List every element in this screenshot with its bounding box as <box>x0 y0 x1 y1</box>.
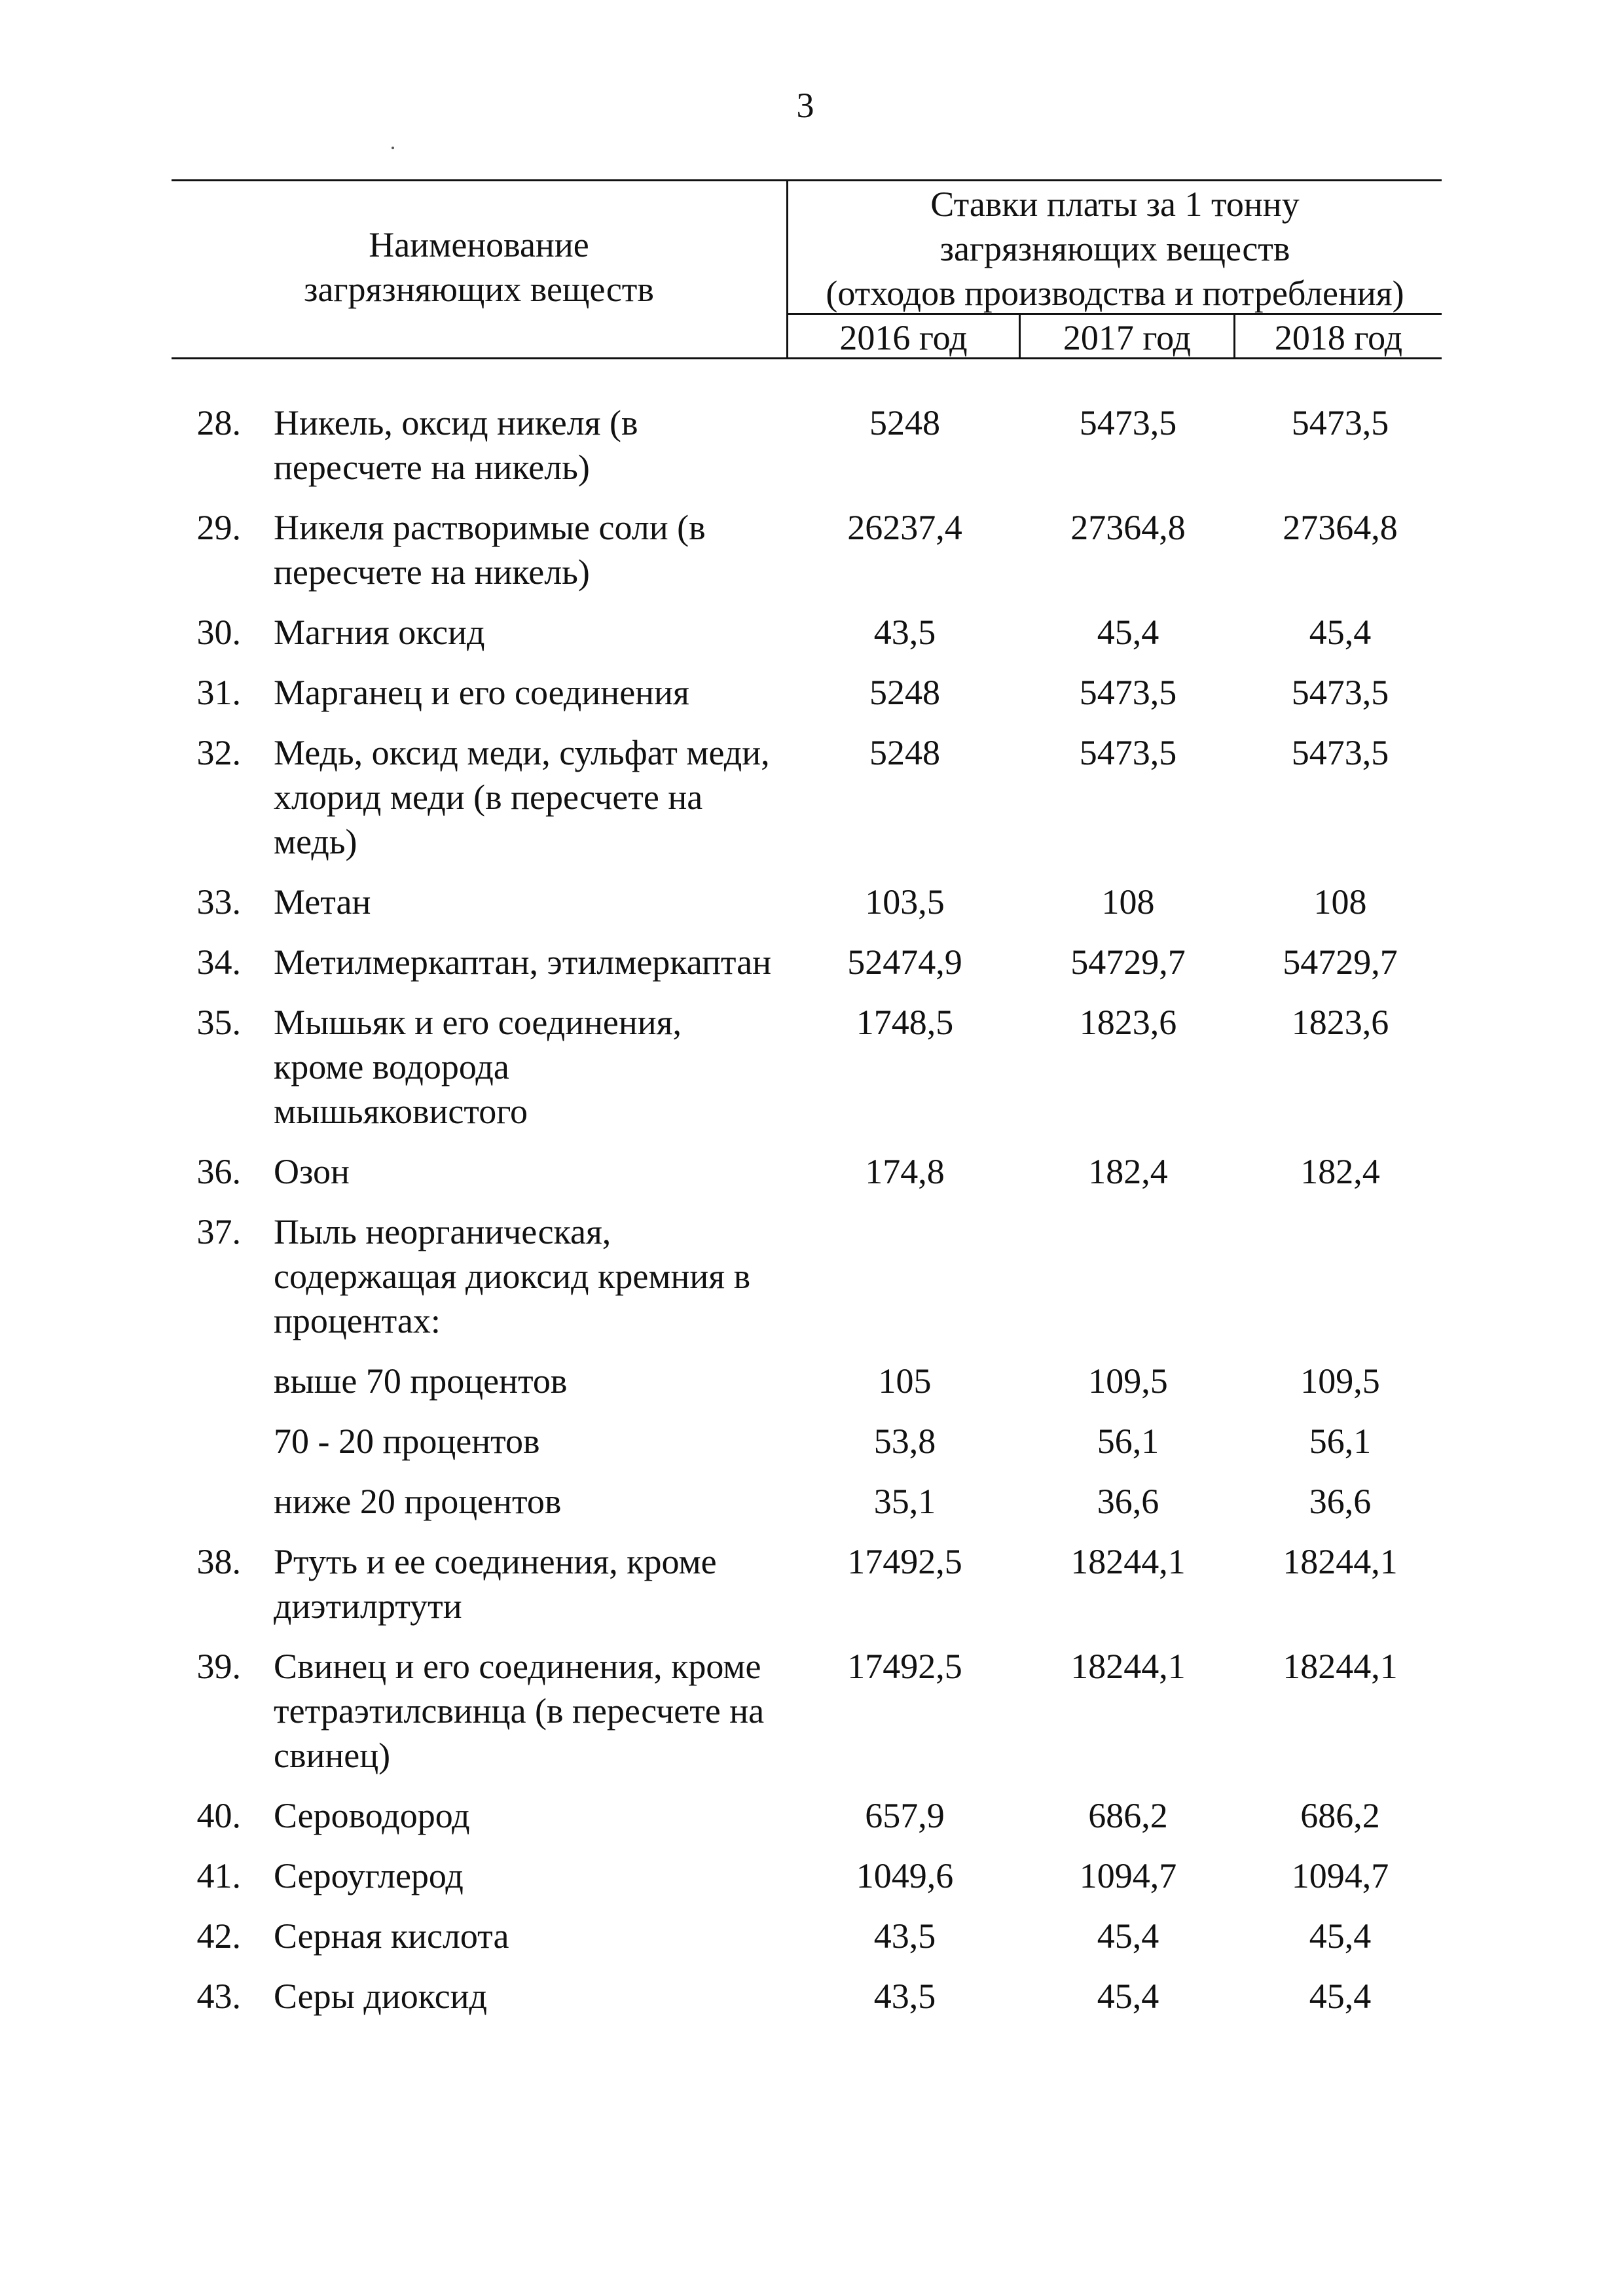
rate-2018: 182,4 <box>1300 1152 1380 1191</box>
rate-2016: 35,1 <box>873 1482 936 1521</box>
rate-2016: 52474,9 <box>847 942 962 982</box>
rate-2018: 45,4 <box>1309 613 1372 652</box>
rate-2017: 18244,1 <box>1070 1647 1186 1686</box>
table-row <box>0 1210 1623 1343</box>
rate-2016: 26237,4 <box>847 508 962 547</box>
rate-2016: 105 <box>878 1361 932 1401</box>
scan-dot <box>392 147 394 149</box>
table-row <box>0 401 1623 490</box>
pollutant-name: Метилмеркаптан, этилмеркаптан <box>274 942 772 982</box>
row-number: 37. <box>196 1212 241 1251</box>
pollutant-name: Марганец и его соединения <box>274 673 689 712</box>
pollutant-name: Ртуть и ее соединения, кроме диэтилртути <box>274 1542 717 1626</box>
pollutant-name: Медь, оксид меди, сульфат меди, хлорид меди (в пересчете на медь) <box>274 733 770 861</box>
rate-2017: 54729,7 <box>1070 942 1186 982</box>
row-number: 39. <box>196 1647 241 1686</box>
rate-2018: 27364,8 <box>1283 508 1398 547</box>
table-row <box>0 1914 1623 1958</box>
rate-2016: 5248 <box>869 403 940 442</box>
rate-2017: 5473,5 <box>1079 403 1177 442</box>
pollutant-name: выше 70 процентов <box>274 1361 568 1401</box>
table-row <box>0 1149 1623 1194</box>
rate-2017: 45,4 <box>1097 1977 1159 2016</box>
rate-2018: 1094,7 <box>1291 1856 1389 1895</box>
pollutant-name: Никеля растворимые соли (в пересчете на никель) <box>274 508 706 592</box>
table-row <box>0 730 1623 864</box>
rate-2016: 53,8 <box>873 1422 936 1461</box>
rate-2016: 103,5 <box>865 882 945 922</box>
rate-2017: 1823,6 <box>1079 1003 1177 1042</box>
rate-2017: 45,4 <box>1097 613 1159 652</box>
name-header-line-2: загрязняющих веществ <box>304 270 654 309</box>
rate-2016: 1049,6 <box>856 1856 954 1895</box>
table-row <box>0 940 1623 984</box>
pollutant-name: Магния оксид <box>274 613 485 652</box>
rate-2017: 56,1 <box>1097 1422 1159 1461</box>
table-row <box>0 1419 1623 1463</box>
rate-2016: 43,5 <box>873 613 936 652</box>
rate-2017: 45,4 <box>1097 1916 1159 1956</box>
pollutant-name: Мышьяк и его соединения, кроме водорода мышьяковистого <box>274 1003 682 1131</box>
rate-2016: 5248 <box>869 673 940 712</box>
rates-column-header <box>788 182 1442 315</box>
page-number: 3 <box>796 86 814 125</box>
pollutant-name: Свинец и его соединения, кроме тетраэтилсвинца (в пересчете на свинец) <box>274 1647 765 1775</box>
rate-2018: 5473,5 <box>1291 403 1389 442</box>
table-row <box>0 505 1623 594</box>
rate-2018: 108 <box>1313 882 1367 922</box>
year-header-2018: 2018 год <box>1274 318 1403 357</box>
year-header-2016: 2016 год <box>839 318 968 357</box>
row-number: 29. <box>196 508 241 547</box>
row-number: 36. <box>196 1152 241 1191</box>
rate-2017: 36,6 <box>1097 1482 1159 1521</box>
table-row <box>0 1479 1623 1524</box>
pollutant-name: Сероуглерод <box>274 1856 464 1895</box>
rate-2016: 5248 <box>869 733 940 772</box>
rate-2016: 43,5 <box>873 1916 936 1956</box>
rate-2017: 108 <box>1101 882 1155 922</box>
rate-2017: 27364,8 <box>1070 508 1186 547</box>
rate-2018: 5473,5 <box>1291 733 1389 772</box>
name-header-line-1: Наименование <box>369 225 589 264</box>
table-row <box>0 1000 1623 1134</box>
year-header-2017: 2017 год <box>1063 318 1192 357</box>
rate-2018: 109,5 <box>1300 1361 1380 1401</box>
rate-2017: 109,5 <box>1088 1361 1168 1401</box>
pollutant-name: Серы диоксид <box>274 1977 488 2016</box>
rates-header-line-2: загрязняющих веществ <box>939 229 1290 268</box>
row-number: 35. <box>196 1003 241 1042</box>
row-number: 34. <box>196 942 241 982</box>
rate-2018: 686,2 <box>1300 1796 1380 1835</box>
rate-2016: 17492,5 <box>847 1542 962 1581</box>
row-number: 41. <box>196 1856 241 1895</box>
rate-2018: 1823,6 <box>1291 1003 1389 1042</box>
rate-2016: 1748,5 <box>856 1003 954 1042</box>
rate-2018: 45,4 <box>1309 1977 1372 2016</box>
rate-2018: 36,6 <box>1309 1482 1372 1521</box>
row-number: 43. <box>196 1977 241 2016</box>
rate-2016: 43,5 <box>873 1977 936 2016</box>
rates-header-line-1: Ставки платы за 1 тонну <box>930 185 1300 224</box>
rate-2016: 174,8 <box>865 1152 945 1191</box>
rate-2017: 5473,5 <box>1079 673 1177 712</box>
rate-2017: 182,4 <box>1088 1152 1168 1191</box>
table-row <box>0 880 1623 924</box>
row-number: 31. <box>196 673 241 712</box>
pollutant-name: 70 - 20 процентов <box>274 1422 540 1461</box>
row-number: 30. <box>196 613 241 652</box>
table-row <box>0 1854 1623 1898</box>
rate-2017: 686,2 <box>1088 1796 1168 1835</box>
table-row <box>0 1359 1623 1403</box>
rate-2016: 17492,5 <box>847 1647 962 1686</box>
table-row <box>0 670 1623 715</box>
rate-2018: 45,4 <box>1309 1916 1372 1956</box>
table-top-rule <box>172 179 1442 181</box>
row-number: 33. <box>196 882 241 922</box>
pollutant-name: ниже 20 процентов <box>274 1482 562 1521</box>
row-number: 32. <box>196 733 241 772</box>
table-row <box>0 610 1623 655</box>
rate-2017: 5473,5 <box>1079 733 1177 772</box>
table-row <box>0 1644 1623 1778</box>
rate-2016: 657,9 <box>865 1796 945 1835</box>
rate-2017: 1094,7 <box>1079 1856 1177 1895</box>
rates-header-line-3: (отходов производства и потребления) <box>826 274 1404 313</box>
pollutant-name: Никель, оксид никеля (в пересчете на никель) <box>274 403 638 487</box>
table-row <box>0 1974 1623 2018</box>
table-body <box>0 401 1623 2034</box>
table-row <box>0 1539 1623 1628</box>
rate-2018: 18244,1 <box>1283 1647 1398 1686</box>
table-row <box>0 1793 1623 1838</box>
pollutant-name: Серная кислота <box>274 1916 509 1956</box>
header-bottom-rule <box>172 357 1442 359</box>
name-column-header <box>172 223 786 312</box>
rate-2018: 56,1 <box>1309 1422 1372 1461</box>
rate-2018: 54729,7 <box>1283 942 1398 982</box>
row-number: 42. <box>196 1916 241 1956</box>
pollutant-name: Пыль неорганическая, содержащая диоксид кремния в процентах: <box>274 1212 751 1340</box>
rate-2018: 18244,1 <box>1283 1542 1398 1581</box>
rate-2017: 18244,1 <box>1070 1542 1186 1581</box>
rate-2018: 5473,5 <box>1291 673 1389 712</box>
row-number: 38. <box>196 1542 241 1581</box>
row-number: 28. <box>196 403 241 442</box>
pollutant-name: Метан <box>274 882 371 922</box>
pollutant-name: Сероводород <box>274 1796 470 1835</box>
pollutant-name: Озон <box>274 1152 350 1191</box>
row-number: 40. <box>196 1796 241 1835</box>
